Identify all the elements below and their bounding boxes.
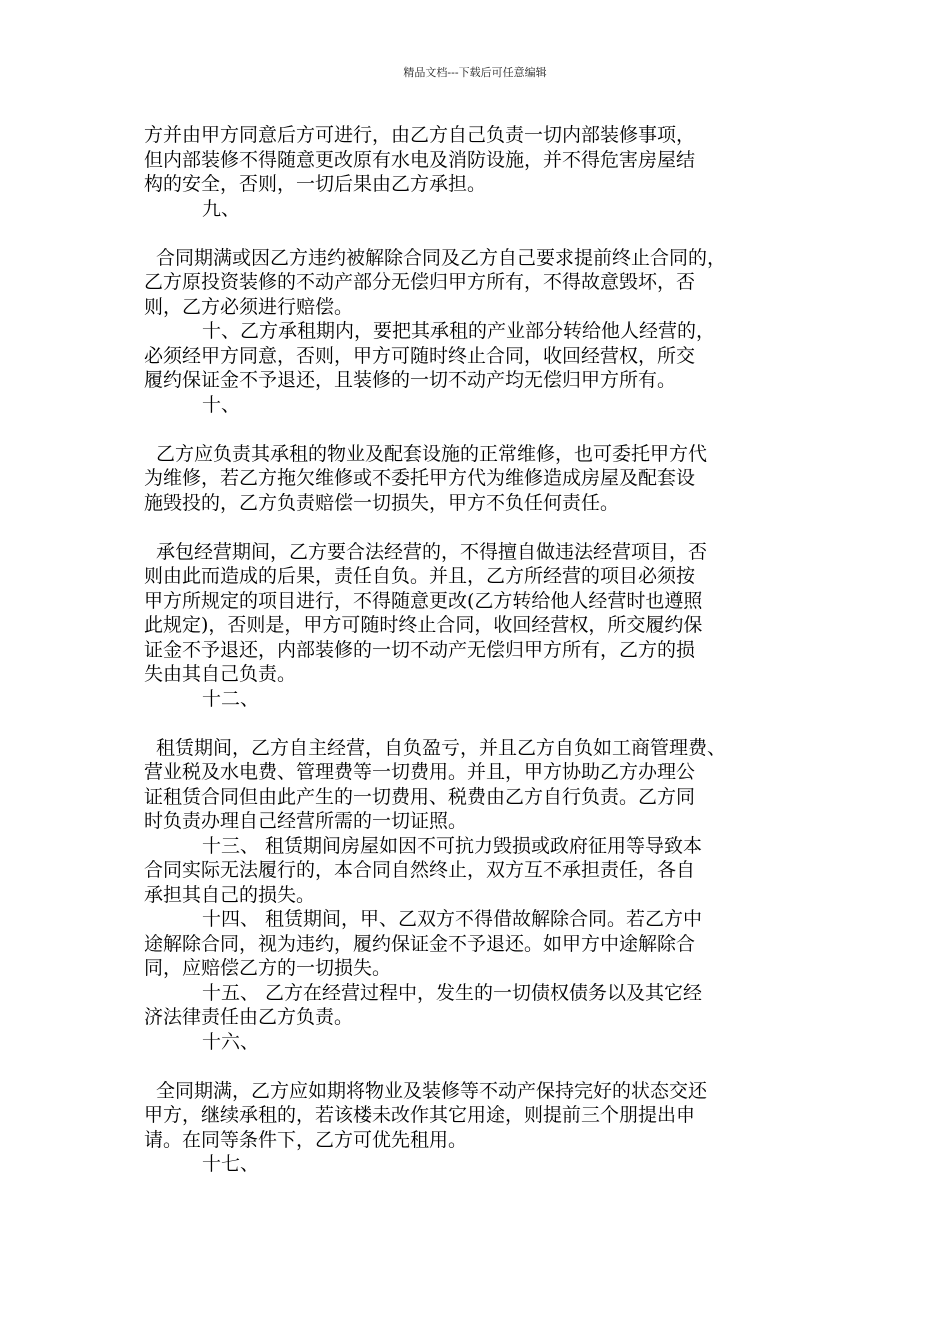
text-line: 乙方应负责其承租的物业及配套设施的正常维修，也可委托甲方代 bbox=[156, 442, 708, 465]
text-line: 十六、 bbox=[202, 1030, 260, 1053]
text-line: 履约保证金不予退还，且装修的一切不动产均无偿归甲方所有。 bbox=[144, 369, 677, 391]
text-line: 方并由甲方同意后方可进行，由乙方自己负责一切内部装修事项， bbox=[144, 124, 696, 146]
text-line: 承包经营期间，乙方要合法经营的，不得擅自做违法经营项目，否 bbox=[156, 540, 708, 563]
text-line: 十三、 租赁期间房屋如因不可抗力毁损或政府征用等导致本 bbox=[202, 834, 703, 857]
text-line: 全同期满，乙方应如期将物业及装修等不动产保持完好的状态交还 bbox=[156, 1079, 708, 1102]
text-line: 证金不予退还，内部装修的一切不动产无偿归甲方所有，乙方的损 bbox=[144, 638, 696, 661]
text-line: 时负责办理自己经营所需的一切证照。 bbox=[144, 810, 468, 832]
text-line: 合同实际无法履行的，本合同自然终止，双方互不承担责任，各自 bbox=[144, 859, 696, 881]
blank-line bbox=[144, 221, 808, 246]
text-line: 十二、 bbox=[202, 687, 260, 710]
document-body bbox=[144, 123, 808, 1177]
text-line: 十、乙方承租期内，要把其承租的产业部分转给他人经营的， bbox=[202, 320, 716, 342]
text-line: 必须经甲方同意，否则，甲方可随时终止合同，收回经营权，所交 bbox=[144, 344, 696, 367]
text-line: 证租赁合同但由此产生的一切费用、税费由乙方自行负责。乙方同 bbox=[144, 785, 696, 808]
text-line: 甲方所规定的项目进行，不得随意更改(乙方转给他人经营时也遵照 bbox=[144, 589, 703, 612]
blank-line bbox=[144, 1054, 808, 1079]
text-line: 乙方原投资装修的不动产部分无偿归甲方所有，不得故意毁坏，否 bbox=[144, 271, 696, 293]
text-line: 为维修，若乙方拖欠维修或不委托甲方代为维修造成房屋及配套设 bbox=[144, 467, 696, 489]
text-line: 途解除合同，视为违约，履约保证金不予退还。如甲方中途解除合 bbox=[144, 932, 696, 955]
text-line: 九、 bbox=[202, 197, 241, 220]
text-line: 甲方，继续承租的，若该楼未改作其它用途，则提前三个朋提出申 bbox=[144, 1104, 696, 1126]
text-line: 则，乙方必须进行赔偿。 bbox=[144, 295, 354, 318]
text-line: 十、 bbox=[202, 393, 241, 416]
text-line: 济法律责任由乙方负责。 bbox=[144, 1006, 354, 1028]
text-line: 租赁期间，乙方自主经营，自负盈亏，并且乙方自负如工商管理费、 bbox=[156, 736, 727, 759]
text-line: 合同期满或因乙方违约被解除合同及乙方自己要求提前终止合同的， bbox=[156, 246, 727, 269]
text-line: 十五、 乙方在经营过程中，发生的一切债权债务以及其它经 bbox=[202, 981, 703, 1004]
text-line: 承担其自己的损失。 bbox=[144, 883, 316, 906]
text-line: 此规定)，否则是，甲方可随时终止合同，收回经营权，所交履约保 bbox=[144, 614, 703, 636]
page-header: 精品文档---下载后可任意编辑 bbox=[403, 66, 547, 79]
text-line: 营业税及水电费、管理费等一切费用。并且，甲方协助乙方办理公 bbox=[144, 761, 696, 783]
text-line: 但内部装修不得随意更改原有水电及消防设施，并不得危害房屋结 bbox=[144, 148, 696, 171]
text-line: 十七、 bbox=[202, 1153, 260, 1175]
text-line: 失由其自己负责。 bbox=[144, 663, 297, 685]
text-line: 则由此而造成的后果，责任自负。并且，乙方所经营的项目必须按 bbox=[144, 565, 696, 587]
text-line: 十四、 租赁期间，甲、乙双方不得借故解除合同。若乙方中 bbox=[202, 908, 703, 930]
blank-line bbox=[144, 417, 808, 442]
text-line: 施毁投的，乙方负责赔偿一切损失，甲方不负任何责任。 bbox=[144, 491, 620, 514]
blank-line bbox=[144, 711, 808, 736]
text-line: 同，应赔偿乙方的一切损失。 bbox=[144, 957, 392, 979]
text-line: 构的安全，否则，一切后果由乙方承担。 bbox=[144, 173, 487, 195]
blank-line bbox=[144, 515, 808, 540]
text-line: 请。在同等条件下，乙方可优先租用。 bbox=[144, 1128, 468, 1151]
